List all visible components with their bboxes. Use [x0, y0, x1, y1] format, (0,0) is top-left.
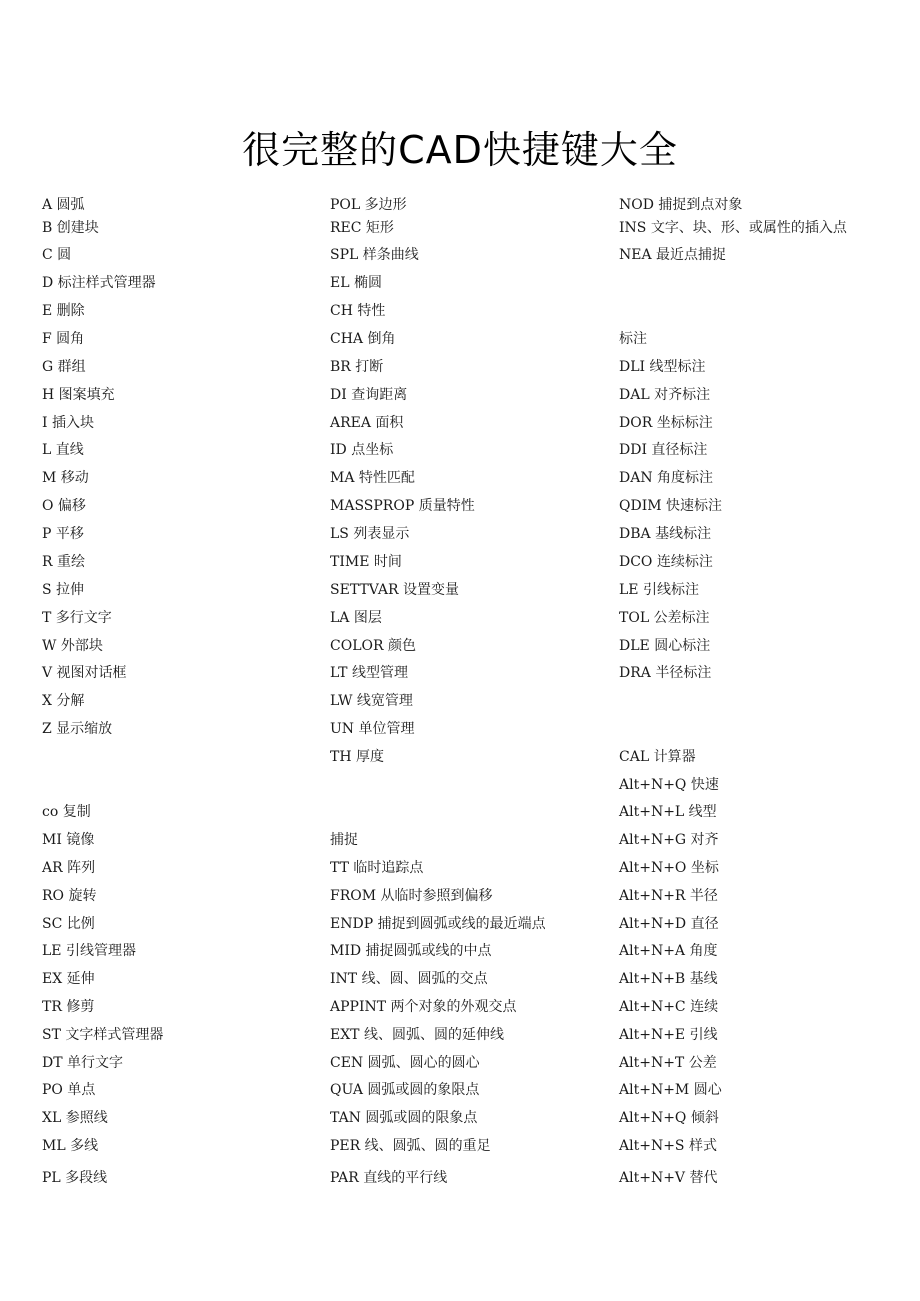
shortcut-entry: P 平移	[42, 526, 84, 542]
shortcut-entry: H 图案填充	[42, 387, 115, 403]
shortcut-entry: Alt+N+Q 快速	[619, 777, 719, 793]
shortcut-entry: TAN 圆弧或圆的限象点	[330, 1110, 478, 1126]
shortcut-entry: S 拉伸	[42, 582, 85, 598]
shortcut-entry: A 圆弧	[42, 197, 85, 213]
shortcut-entry: TH 厚度	[330, 749, 384, 765]
shortcut-entry: Alt+N+M 圆心	[619, 1082, 722, 1098]
shortcut-entry: I 插入块	[42, 415, 94, 431]
shortcut-entry: PER 线、圆弧、圆的重足	[330, 1138, 491, 1154]
shortcut-entry: UN 单位管理	[330, 721, 415, 737]
shortcut-entry: F 圆角	[42, 331, 85, 347]
shortcut-entry: FROM 从临时参照到偏移	[330, 888, 493, 904]
shortcut-entry: C 圆	[42, 247, 72, 263]
shortcut-entry: LA 图层	[330, 610, 382, 626]
shortcut-entry: COLOR 颜色	[330, 638, 416, 654]
shortcut-entry: E 删除	[42, 303, 85, 319]
shortcut-entry: CH 特性	[330, 303, 386, 319]
shortcut-entry: ML 多线	[42, 1138, 99, 1154]
shortcut-entry: ID 点坐标	[330, 442, 394, 458]
shortcut-entry: Alt+N+G 对齐	[619, 832, 719, 848]
shortcut-entry: DLE 圆心标注	[619, 638, 711, 654]
shortcut-entry: DI 查询距离	[330, 387, 408, 403]
shortcut-entry: ENDP 捕捉到圆弧或线的最近端点	[330, 916, 546, 932]
shortcut-entry: CAL 计算器	[619, 749, 696, 765]
shortcut-entry: EX 延伸	[42, 971, 95, 987]
shortcut-entry: Alt+N+E 引线	[619, 1027, 718, 1043]
shortcut-entry: 标注	[619, 331, 647, 347]
shortcut-entry: QDIM 快速标注	[619, 498, 723, 514]
shortcut-entry: APPINT 两个对象的外观交点	[330, 999, 517, 1015]
shortcut-entry: AREA 面积	[330, 415, 404, 431]
page-title: 很完整的CAD快捷键大全	[242, 128, 678, 172]
shortcut-entry: 捕捉	[330, 832, 358, 848]
shortcut-entry: CEN 圆弧、圆心的圆心	[330, 1055, 480, 1071]
shortcut-entry: X 分解	[42, 693, 85, 709]
shortcut-entry: Alt+N+B 基线	[619, 971, 718, 987]
shortcut-entry: LE 引线管理器	[42, 943, 136, 959]
shortcut-entry: RO 旋转	[42, 888, 97, 904]
shortcut-entry: EXT 线、圆弧、圆的延伸线	[330, 1027, 504, 1043]
shortcut-entry: Alt+N+D 直径	[619, 916, 719, 932]
shortcut-entry: Alt+N+R 半径	[619, 888, 718, 904]
shortcut-entry: TT 临时追踪点	[330, 860, 424, 876]
shortcut-entry: DDI 直径标注	[619, 442, 708, 458]
shortcut-entry: TR 修剪	[42, 999, 95, 1015]
shortcut-entry: co 复制	[42, 804, 91, 820]
shortcut-entry: XL 参照线	[42, 1110, 108, 1126]
shortcut-entry: DOR 坐标标注	[619, 415, 713, 431]
shortcut-entry: NOD 捕捉到点对象	[619, 197, 743, 213]
shortcut-entry: BR 打断	[330, 359, 384, 375]
shortcut-entry: R 重绘	[42, 554, 85, 570]
shortcut-entry: SETTVAR 设置变量	[330, 582, 460, 598]
shortcut-entry: MASSPROP 质量特性	[330, 498, 475, 514]
shortcut-entry: W 外部块	[42, 638, 103, 654]
shortcut-entry: INS 文字、块、形、或属性的插入点	[619, 220, 847, 236]
shortcut-entry: MID 捕捉圆弧或线的中点	[330, 943, 492, 959]
shortcut-entry: LE 引线标注	[619, 582, 699, 598]
shortcut-entry: PL 多段线	[42, 1170, 108, 1186]
shortcut-entry: B 创建块	[42, 220, 99, 236]
shortcut-entry: Alt+N+V 替代	[619, 1170, 718, 1186]
shortcut-entry: POL 多边形	[330, 197, 407, 213]
shortcut-entry: PO 单点	[42, 1082, 96, 1098]
shortcut-entry: DCO 连续标注	[619, 554, 713, 570]
shortcut-entry: Alt+N+T 公差	[619, 1055, 717, 1071]
shortcut-entry: LS 列表显示	[330, 526, 410, 542]
shortcut-entry: AR 阵列	[42, 860, 96, 876]
shortcut-entry: Z 显示缩放	[42, 721, 113, 737]
shortcut-entry: DT 单行文字	[42, 1055, 124, 1071]
shortcut-entry: DLI 线型标注	[619, 359, 706, 375]
shortcut-entry: Alt+N+S 样式	[619, 1138, 717, 1154]
shortcut-entry: QUA 圆弧或圆的象限点	[330, 1082, 480, 1098]
shortcut-entry: V 视图对话框	[42, 665, 127, 681]
shortcut-entry: O 偏移	[42, 498, 86, 514]
shortcut-entry: M 移动	[42, 470, 89, 486]
shortcut-entry: NEA 最近点捕捉	[619, 247, 727, 263]
shortcut-entry: CHA 倒角	[330, 331, 396, 347]
shortcut-entry: T 多行文字	[42, 610, 112, 626]
shortcut-entry: SC 比例	[42, 916, 95, 932]
shortcut-entry: MA 特性匹配	[330, 470, 415, 486]
shortcut-entry: G 群组	[42, 359, 86, 375]
shortcut-entry: TOL 公差标注	[619, 610, 710, 626]
shortcut-entry: DAN 角度标注	[619, 470, 714, 486]
shortcut-entry: MI 镜像	[42, 832, 95, 848]
shortcut-entry: LW 线宽管理	[330, 693, 413, 709]
shortcut-entry: DBA 基线标注	[619, 526, 712, 542]
shortcut-entry: Alt+N+Q 倾斜	[619, 1110, 719, 1126]
shortcut-entry: PAR 直线的平行线	[330, 1170, 448, 1186]
shortcut-entry: TIME 时间	[330, 554, 402, 570]
shortcut-entry: REC 矩形	[330, 220, 394, 236]
shortcut-entry: EL 椭圆	[330, 275, 382, 291]
shortcut-entry: DRA 半径标注	[619, 665, 712, 681]
shortcut-entry: Alt+N+O 坐标	[619, 860, 719, 876]
shortcut-entry: Alt+N+C 连续	[619, 999, 719, 1015]
shortcut-entry: SPL 样条曲线	[330, 247, 419, 263]
shortcut-entry: Alt+N+L 线型	[619, 804, 717, 820]
shortcut-entry: L 直线	[42, 442, 84, 458]
shortcut-entry: Alt+N+A 角度	[619, 943, 718, 959]
shortcut-entry: INT 线、圆、圆弧的交点	[330, 971, 488, 987]
shortcut-entry: ST 文字样式管理器	[42, 1027, 164, 1043]
shortcut-entry: D 标注样式管理器	[42, 275, 156, 291]
shortcut-entry: DAL 对齐标注	[619, 387, 711, 403]
shortcut-entry: LT 线型管理	[330, 665, 408, 681]
